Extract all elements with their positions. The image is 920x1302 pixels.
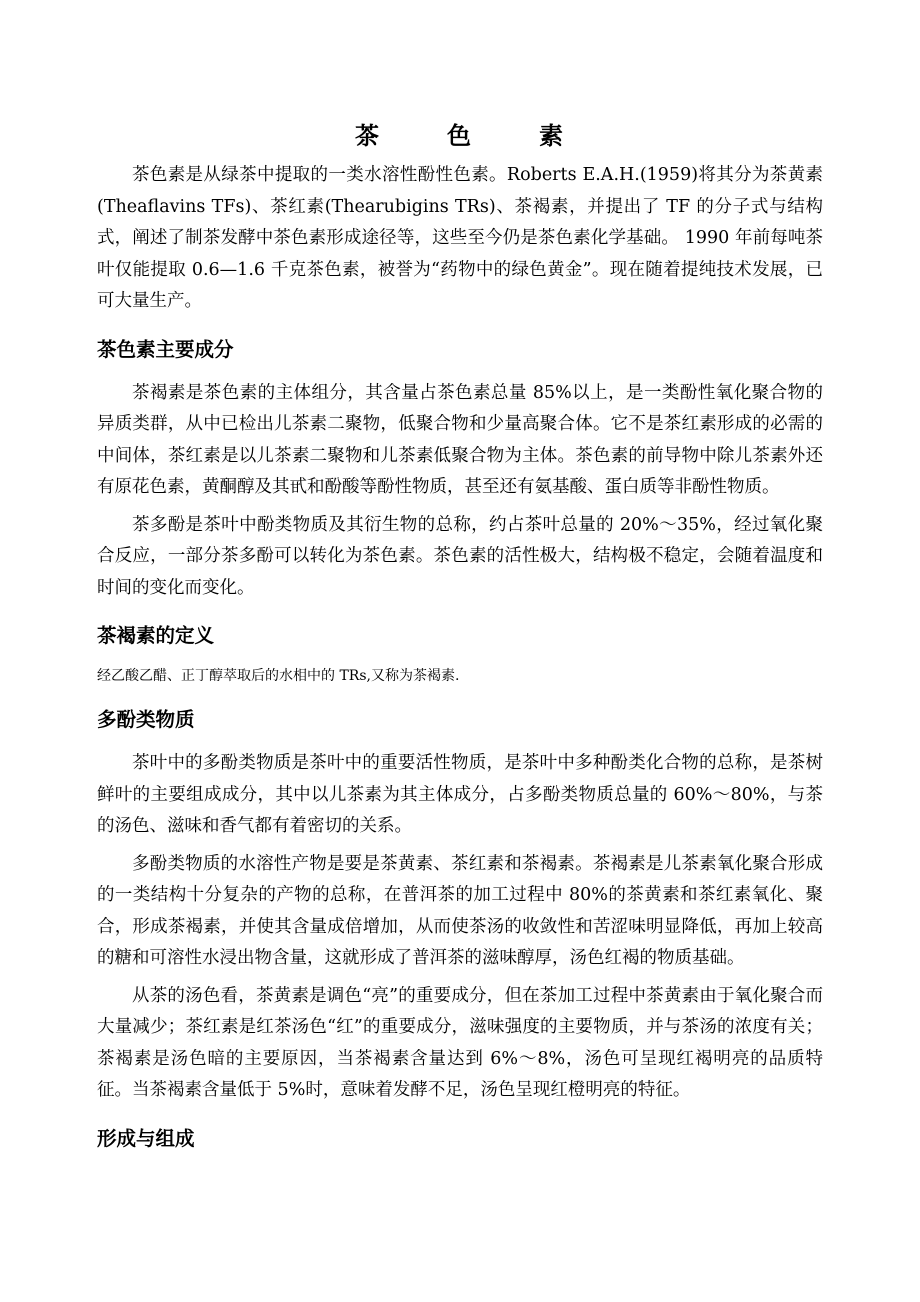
page-title: 茶 色 素 xyxy=(355,122,585,150)
section-heading-polyphenols: 多酚类物质 xyxy=(97,708,195,731)
section-heading-formation-composition: 形成与组成 xyxy=(97,1126,195,1150)
paragraph: 茶多酚是茶叶中酚类物质及其衍生物的总称，约占茶叶总量的 20%～35%，经过氧化聚合反应，一部分茶多酚可以转化为茶色素。茶色素的活性极大，结构极不稳定，会随着温度和时间的变化而变化。 xyxy=(97,514,823,598)
document-page xyxy=(97,118,823,1167)
intro-paragraph: 茶色素是从绿茶中提取的一类水溶性酚性色素。Roberts E.A.H.(1959)将其分为茶黄素(Theaflavins TFs)、茶红素(Thearubigins TRs)、茶褐素，并提出了 TF 的分子式与结构式，阐述了制茶发酵中茶色素形成途径等，这些至今仍是茶色素化学基础。 1990 年前每吨茶叶仅能提取 0.6—1.6 千克茶色素，被誉为“药物中的绿色黄金”。现在随着提纯技术发展，已可大量生产。 xyxy=(97,165,823,311)
paragraph: 茶褐素是茶色素的主体组分，其含量占茶色素总量 85%以上，是一类酚性氧化聚合物的异质类群，从中已检出儿茶素二聚物，低聚合物和少量高聚合体。它不是茶红素形成的必需的中间体，茶红素是以儿茶素二聚物和儿茶素低聚合物为主体。茶色素的前导物中除儿茶素外还有原花色素，黄酮醇及其甙和酚酸等酚性物质，甚至还有氨基酸、蛋白质等非酚性物质。 xyxy=(97,382,823,497)
section-heading-theabrownin-definition: 茶褐素的定义 xyxy=(97,624,215,647)
paragraph: 从茶的汤色看，茶黄素是调色“亮”的重要成分，但在茶加工过程中茶黄素由于氧化聚合而大量减少；茶红素是红茶汤色“红”的重要成分，滋味强度的主要物质，并与茶汤的浓度有关；茶褐素是汤色暗的主要原因，当茶褐素含量达到 6%～8%，汤色可呈现红褐明亮的品质特征。当茶褐素含量低于 5%时，意味着发酵不足，汤色呈现红橙明亮的特征。 xyxy=(97,985,823,1100)
paragraph: 茶叶中的多酚类物质是茶叶中的重要活性物质，是茶叶中多种酚类化合物的总称，是茶树鲜叶的主要组成成分，其中以儿茶素为其主体成分，占多酚类物质总量的 60%～80%，与茶的汤色、滋味和香气都有着密切的关系。 xyxy=(97,753,823,836)
section-heading-main-components: 茶色素主要成分 xyxy=(97,337,234,361)
paragraph: 经乙酸乙醋、正丁醇萃取后的水相中的 TRs,又称为茶褐素. xyxy=(97,668,460,684)
paragraph: 多酚类物质的水溶性产物是要是茶黄素、茶红素和茶褐素。茶褐素是儿茶素氧化聚合形成的一类结构十分复杂的产物的总称，在普洱茶的加工过程中 80%的茶黄素和茶红素氧化、聚合，形成茶褐素，并使其含量成倍增加，从而使茶汤的收敛性和苦涩味明显降低，再加上较高的糖和可溶性水浸出物含量，这就形成了普洱茶的滋味醇厚，汤色红褐的物质基础。 xyxy=(97,853,823,968)
